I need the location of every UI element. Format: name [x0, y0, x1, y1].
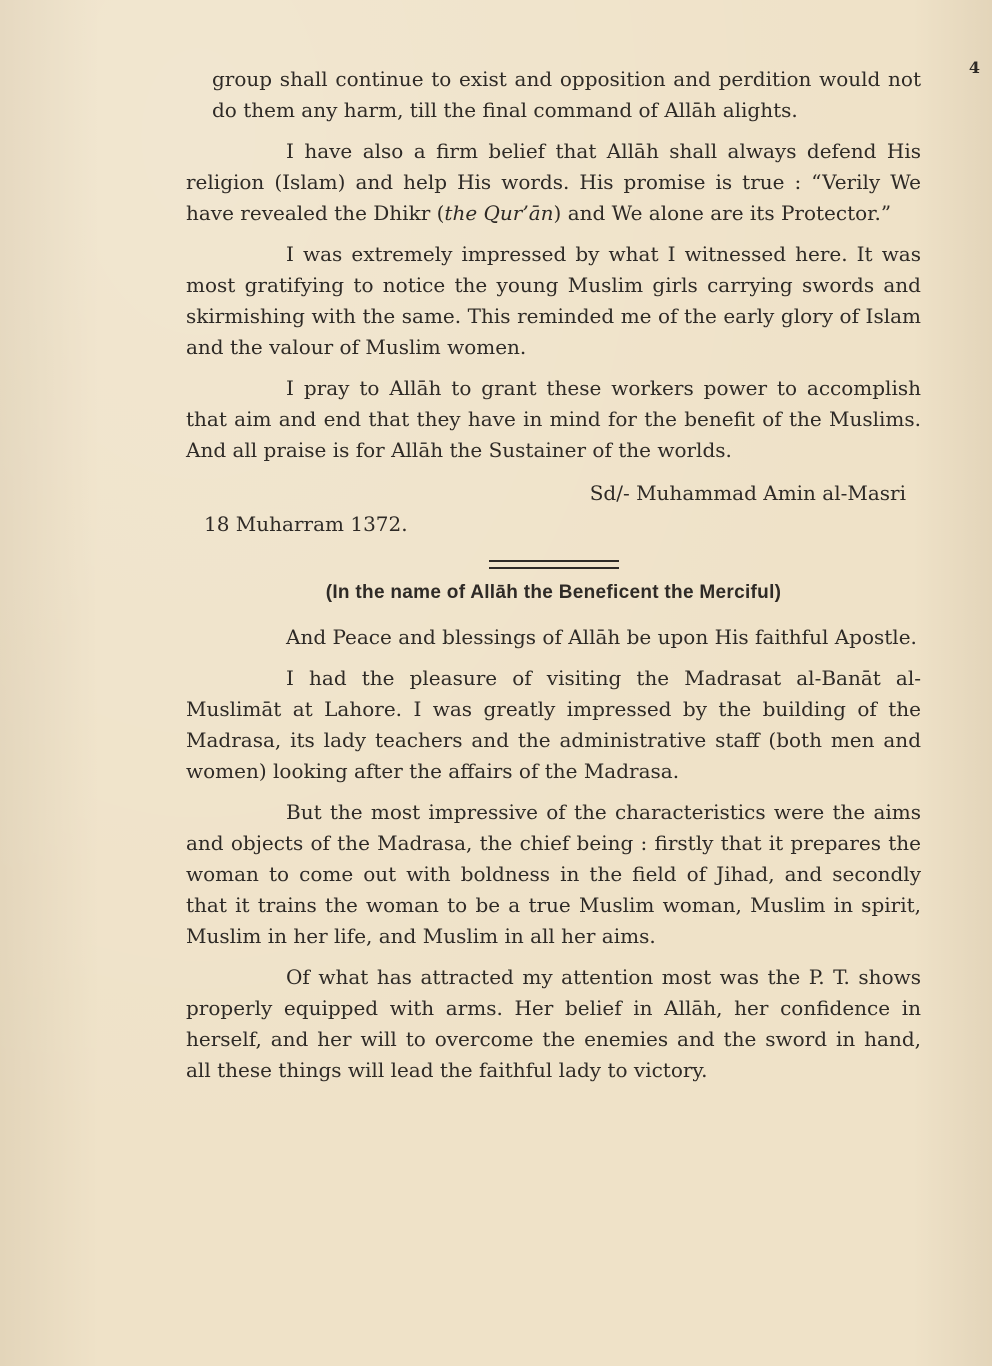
paragraph-firm-belief-part-2: ) and We alone are its Protector.” — [553, 201, 892, 225]
quran-italic-text: the Qur’ān — [444, 201, 554, 225]
paragraph-impressed: I was extremely impressed by what I witnessed here. It was most gratifying to notice the young Muslim girls carrying swords and skirmishing with the same. This reminded me of the early glory of Islam and the valour of Muslim women. — [186, 242, 921, 359]
paragraph-visit: I had the pleasure of visiting the Madrasat al-Banāt al-Muslimāt at Lahore. I was greatly impressed by the building of the Madrasa, its lady teachers and the administrative staff (both men and women) looking after the affairs of the Madrasa. — [186, 666, 921, 783]
date-line: 18 Muharram 1372. — [204, 512, 408, 536]
section-heading: (In the name of Allāh the Beneficent the Merciful) — [325, 582, 782, 603]
paragraph-peace: And Peace and blessings of Allāh be upon His faithful Apostle. — [286, 625, 917, 649]
section-divider — [489, 560, 619, 569]
paragraph-continued: group shall continue to exist and opposition and perdition would not do them any harm, till the final command of Allāh alights. — [212, 67, 921, 122]
paragraph-firm-belief — [186, 136, 921, 229]
document-body — [186, 64, 921, 1096]
paragraph-prayer: I pray to Allāh to grant these workers power to accomplish that aim and end that they have in mind for the benefit of the Muslims. And all praise is for Allāh the Sustainer of the worlds. — [186, 376, 921, 462]
page-number: 4 — [968, 58, 980, 77]
paragraph-characteristics: But the most impressive of the characteristics were the aims and objects of the Madrasa, the chief being : firstly that it prepares the woman to come out with boldness in the field of Jihad, and secondly that it trains the woman to be a true Muslim woman, Muslim in spirit, Muslim in her life, and Muslim in all her aims. — [186, 800, 921, 948]
paragraph-firm-belief-part-1: I have also a firm belief that Allāh shall always defend His religion (Islam) and help His words. His promise is true : “Verily We have revealed the Dhikr ( — [186, 139, 921, 225]
signature-line: Sd/- Muhammad Amin al-Masri — [589, 481, 906, 505]
paragraph-attention: Of what has attracted my attention most was the P. T. shows properly equipped with arms. Her belief in Allāh, her confidence in herself, and her will to overcome the enemies and the sword in hand, all these things will lead the faithful lady to victory. — [186, 965, 921, 1082]
